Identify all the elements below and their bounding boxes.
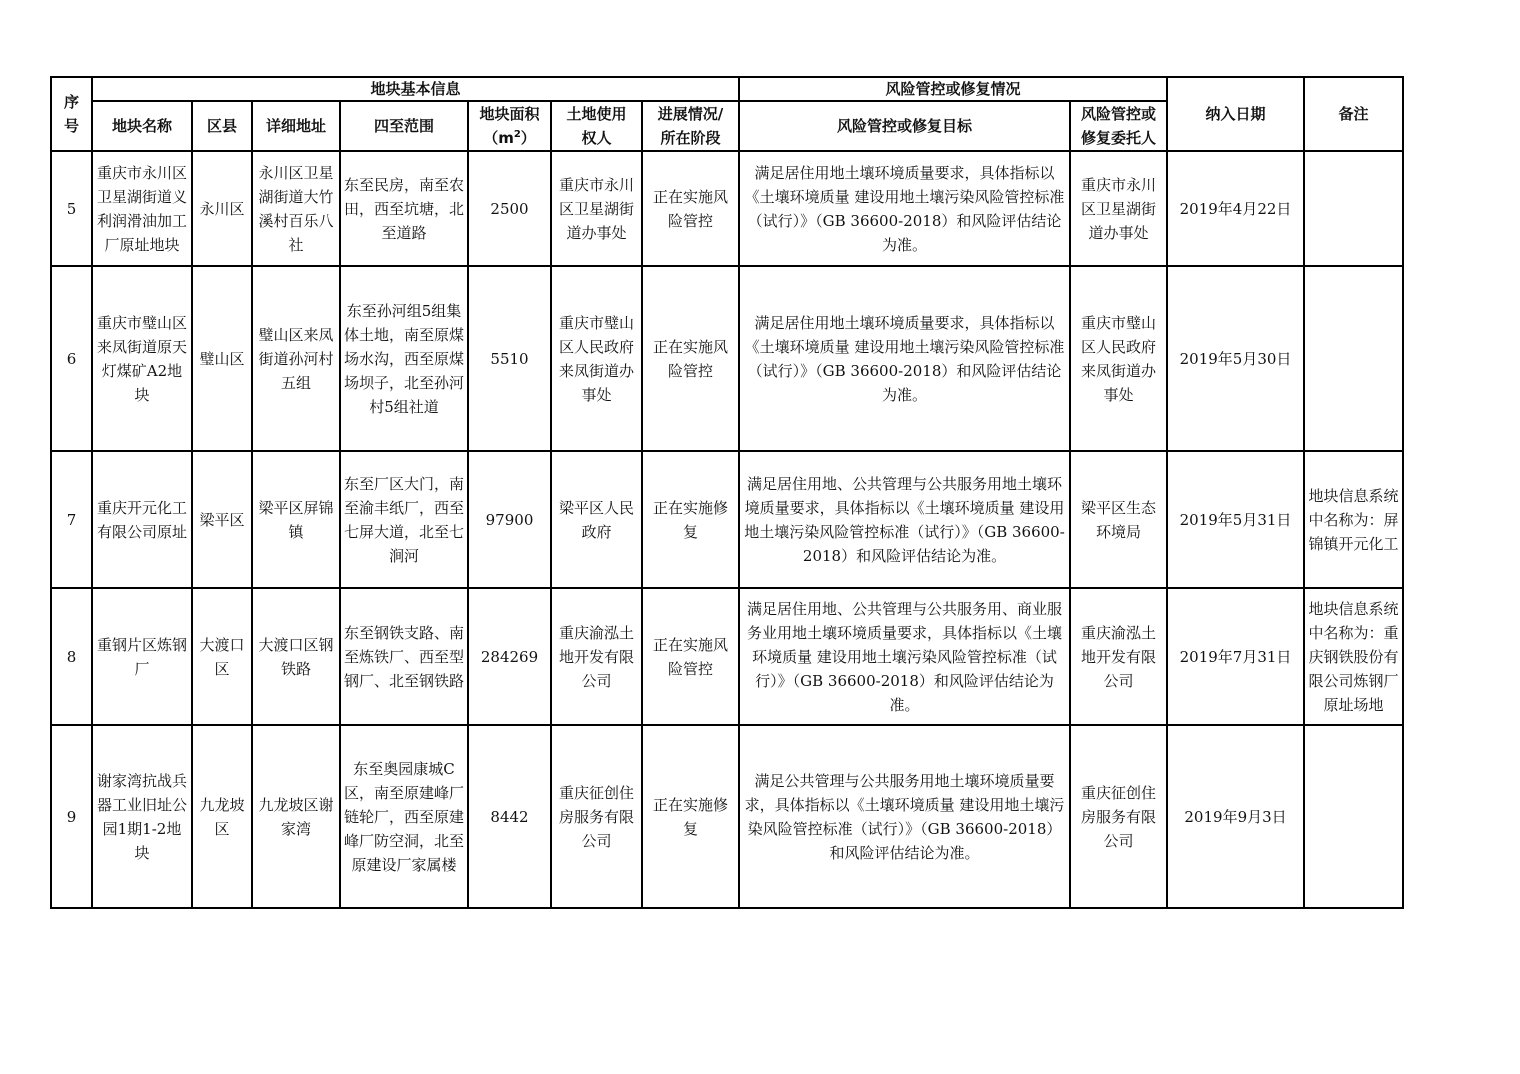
cell-name: 重钢片区炼钢厂 [92,588,192,725]
table-row [51,588,1403,725]
cell-boundary: 东至孙河组5组集体土地，南至原煤场水沟，西至原煤场坝子，北至孙河村5组社道 [340,266,468,451]
cell-progress: 正在实施风险管控 [642,588,739,725]
header-remark: 备注 [1304,77,1403,151]
cell-address: 九龙坡区谢家湾 [252,725,340,908]
cell-area: 8442 [468,725,551,908]
cell-area: 284269 [468,588,551,725]
header-progress: 进展情况/ 所在阶段 [642,101,739,151]
cell-owner: 重庆渝泓土地开发有限公司 [551,588,642,725]
header-date: 纳入日期 [1167,77,1304,151]
header-address: 详细地址 [252,101,340,151]
cell-progress: 正在实施风险管控 [642,266,739,451]
header-group-basic: 地块基本信息 [92,77,739,101]
cell-area: 5510 [468,266,551,451]
cell-address: 梁平区屏锦镇 [252,451,340,588]
land-parcel-table [50,76,1404,909]
cell-date: 2019年5月31日 [1167,451,1304,588]
table-row [51,151,1403,266]
cell-date: 2019年9月3日 [1167,725,1304,908]
header-group-risk: 风险管控或修复情况 [739,77,1167,101]
cell-seq: 7 [51,451,92,588]
cell-remark [1304,151,1403,266]
cell-progress: 正在实施修复 [642,451,739,588]
header-district: 区县 [192,101,252,151]
cell-progress: 正在实施风险管控 [642,151,739,266]
header-owner: 土地使用 权人 [551,101,642,151]
cell-address: 大渡口区钢铁路 [252,588,340,725]
cell-date: 2019年5月30日 [1167,266,1304,451]
cell-remark [1304,725,1403,908]
cell-area: 2500 [468,151,551,266]
header-area-line2: $(m^2)$ [483,129,536,147]
cell-district: 璧山区 [192,266,252,451]
cell-name: 重庆市永川区卫星湖街道义利润滑油加工厂原址地块 [92,151,192,266]
cell-name: 谢家湾抗战兵器工业旧址公园1期1-2地块 [92,725,192,908]
cell-goal: 满足公共管理与公共服务用地土壤环境质量要求，具体指标以《土壤环境质量 建设用地土壤污染风险管控标准（试行）》（GB 36600-2018）和风险评估结论为准。 [739,725,1070,908]
header-area-line1: 地块面积 [479,105,540,123]
cell-district: 永川区 [192,151,252,266]
cell-date: 2019年4月22日 [1167,151,1304,266]
cell-owner: 梁平区人民政府 [551,451,642,588]
header-boundary: 四至范围 [340,101,468,151]
header-area [468,101,551,151]
cell-boundary: 东至厂区大门，南至渝丰纸厂，西至七屏大道，北至七涧河 [340,451,468,588]
cell-goal: 满足居住用地土壤环境质量要求，具体指标以《土壤环境质量 建设用地土壤污染风险管控标准（试行）》（GB 36600-2018）和风险评估结论为准。 [739,151,1070,266]
cell-seq: 8 [51,588,92,725]
cell-district: 大渡口区 [192,588,252,725]
cell-client: 梁平区生态环境局 [1070,451,1167,588]
cell-date: 2019年7月31日 [1167,588,1304,725]
cell-district: 九龙坡区 [192,725,252,908]
cell-remark: 地块信息系统中名称为：重庆钢铁股份有限公司炼钢厂原址场地 [1304,588,1403,725]
cell-client: 重庆征创住房服务有限公司 [1070,725,1167,908]
cell-owner: 重庆市璧山区人民政府来凤街道办事处 [551,266,642,451]
cell-boundary: 东至民房，南至农田，西至坑塘，北至道路 [340,151,468,266]
cell-goal: 满足居住用地土壤环境质量要求，具体指标以《土壤环境质量 建设用地土壤污染风险管控标准（试行）》（GB 36600-2018）和风险评估结论为准。 [739,266,1070,451]
cell-seq: 9 [51,725,92,908]
cell-district: 梁平区 [192,451,252,588]
cell-area: 97900 [468,451,551,588]
table-row [51,266,1403,451]
cell-client: 重庆市永川区卫星湖街道办事处 [1070,151,1167,266]
cell-remark: 地块信息系统中名称为：屏锦镇开元化工 [1304,451,1403,588]
header-seq: 序号 [51,77,92,151]
cell-boundary: 东至钢铁支路、南至炼铁厂、西至型钢厂、北至钢铁路 [340,588,468,725]
cell-address: 永川区卫星湖街道大竹溪村百乐八社 [252,151,340,266]
cell-goal: 满足居住用地、公共管理与公共服务用地土壤环境质量要求，具体指标以《土壤环境质量 建设用地土壤污染风险管控标准（试行）》（GB 36600-2018）和风险评估结论为准。 [739,451,1070,588]
header-goal: 风险管控或修复目标 [739,101,1070,151]
cell-seq: 5 [51,151,92,266]
header-name: 地块名称 [92,101,192,151]
table-row [51,451,1403,588]
cell-client: 重庆市璧山区人民政府来凤街道办事处 [1070,266,1167,451]
cell-remark [1304,266,1403,451]
cell-owner: 重庆征创住房服务有限公司 [551,725,642,908]
cell-boundary: 东至奥园康城C区，南至原建峰厂链轮厂，西至原建峰厂防空洞，北至原建设厂家属楼 [340,725,468,908]
cell-name: 重庆开元化工有限公司原址 [92,451,192,588]
cell-progress: 正在实施修复 [642,725,739,908]
cell-client: 重庆渝泓土地开发有限公司 [1070,588,1167,725]
cell-name: 重庆市璧山区来凤街道原天灯煤矿A2地块 [92,266,192,451]
header-client: 风险管控或 修复委托人 [1070,101,1167,151]
cell-owner: 重庆市永川区卫星湖街道办事处 [551,151,642,266]
table-row [51,725,1403,908]
cell-address: 璧山区来凤街道孙河村五组 [252,266,340,451]
cell-goal: 满足居住用地、公共管理与公共服务用、商业服务业用地土壤环境质量要求，具体指标以《土壤环境质量 建设用地土壤污染风险管控标准（试行）》（GB 36600-2018）和风险评估结论为准。 [739,588,1070,725]
cell-seq: 6 [51,266,92,451]
